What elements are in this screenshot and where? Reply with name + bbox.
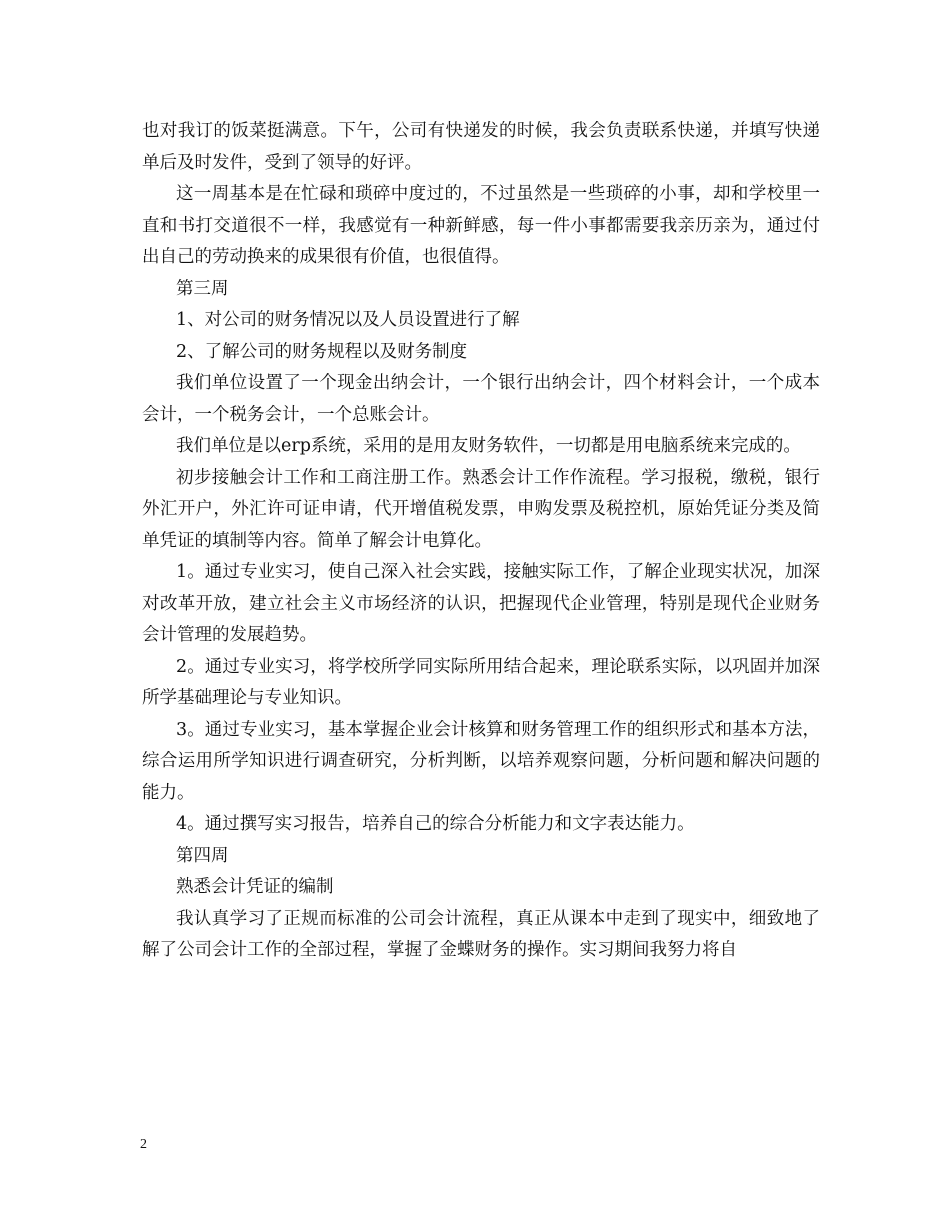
list-item-finance-staffing: 1、对公司的财务情况以及人员设置进行了解 (176, 310, 520, 330)
page-number: 2 (140, 1137, 147, 1152)
paragraph-week-four-learning: 我认真学习了正规而标准的公司会计流程，真正从课本中走到了现实中，细致地了解了公司会计工作的全部过程，掌握了金蝶财务的操作。实习期间我努力将自 (142, 908, 820, 960)
list-item-finance-rules: 2、了解公司的财务规程以及财务制度 (176, 341, 468, 362)
subheading-voucher-preparation: 熟悉会计凭证的编制 (176, 877, 334, 897)
heading-week-three: 第三周 (176, 278, 229, 299)
paragraph-erp-system: 我们单位是以erp系统，采用的是用友财务软件，一切都是用电脑系统来完成的。 (176, 436, 801, 456)
list-item-goal-3: 3。通过专业实习，基本掌握企业会计核算和财务管理工作的组织形式和基本方法，综合运用所学知识进行调查研究，分析判断，以培养观察问题，分析问题和解决问题的能力。 (142, 719, 820, 803)
paragraph-week-two-summary: 这一周基本是在忙碌和琐碎中度过的，不过虽然是一些琐碎的小事，却和学校里一直和书打交道很不一样，我感觉有一种新鲜感，每一件小事都需要我亲历亲为，通过付出自己的劳动换来的成果很有价值，也很值得。 (142, 184, 820, 267)
heading-week-four: 第四周 (176, 845, 229, 866)
paragraph-accounting-positions: 我们单位设置了一个现金出纳会计，一个银行出纳会计，四个材料会计，一个成本会计，一个税务会计，一个总账会计。 (142, 373, 820, 425)
list-item-goal-2: 2。通过专业实习，将学校所学同实际所用结合起来，理论联系实际，以巩固并加深所学基础理论与专业知识。 (142, 656, 820, 708)
list-item-goal-4: 4。通过撰写实习报告，培养自己的综合分析能力和文字表达能力。 (176, 814, 695, 834)
paragraph-initial-work: 初步接触会计工作和工商注册工作。熟悉会计工作作流程。学习报税，缴税，银行外汇开户，外汇许可证申请，代开增值税发票，申购发票及税控机，原始凭证分类及简单凭证的填制等内容。简单了解会计电算化。 (142, 467, 820, 551)
paragraph-continuation: 也对我订的饭菜挺满意。下午，公司有快递发的时候，我会负责联系快递，并填写快递单后及时发件，受到了领导的好评。 (142, 121, 820, 173)
document-body (142, 116, 820, 967)
list-item-goal-1: 1。通过专业实习，使自己深入社会实践，接触实际工作，了解企业现实状况，加深对改革开放，建立社会主义市场经济的认识，把握现代企业管理，特别是现代企业财务会计管理的发展趋势。 (142, 562, 820, 645)
